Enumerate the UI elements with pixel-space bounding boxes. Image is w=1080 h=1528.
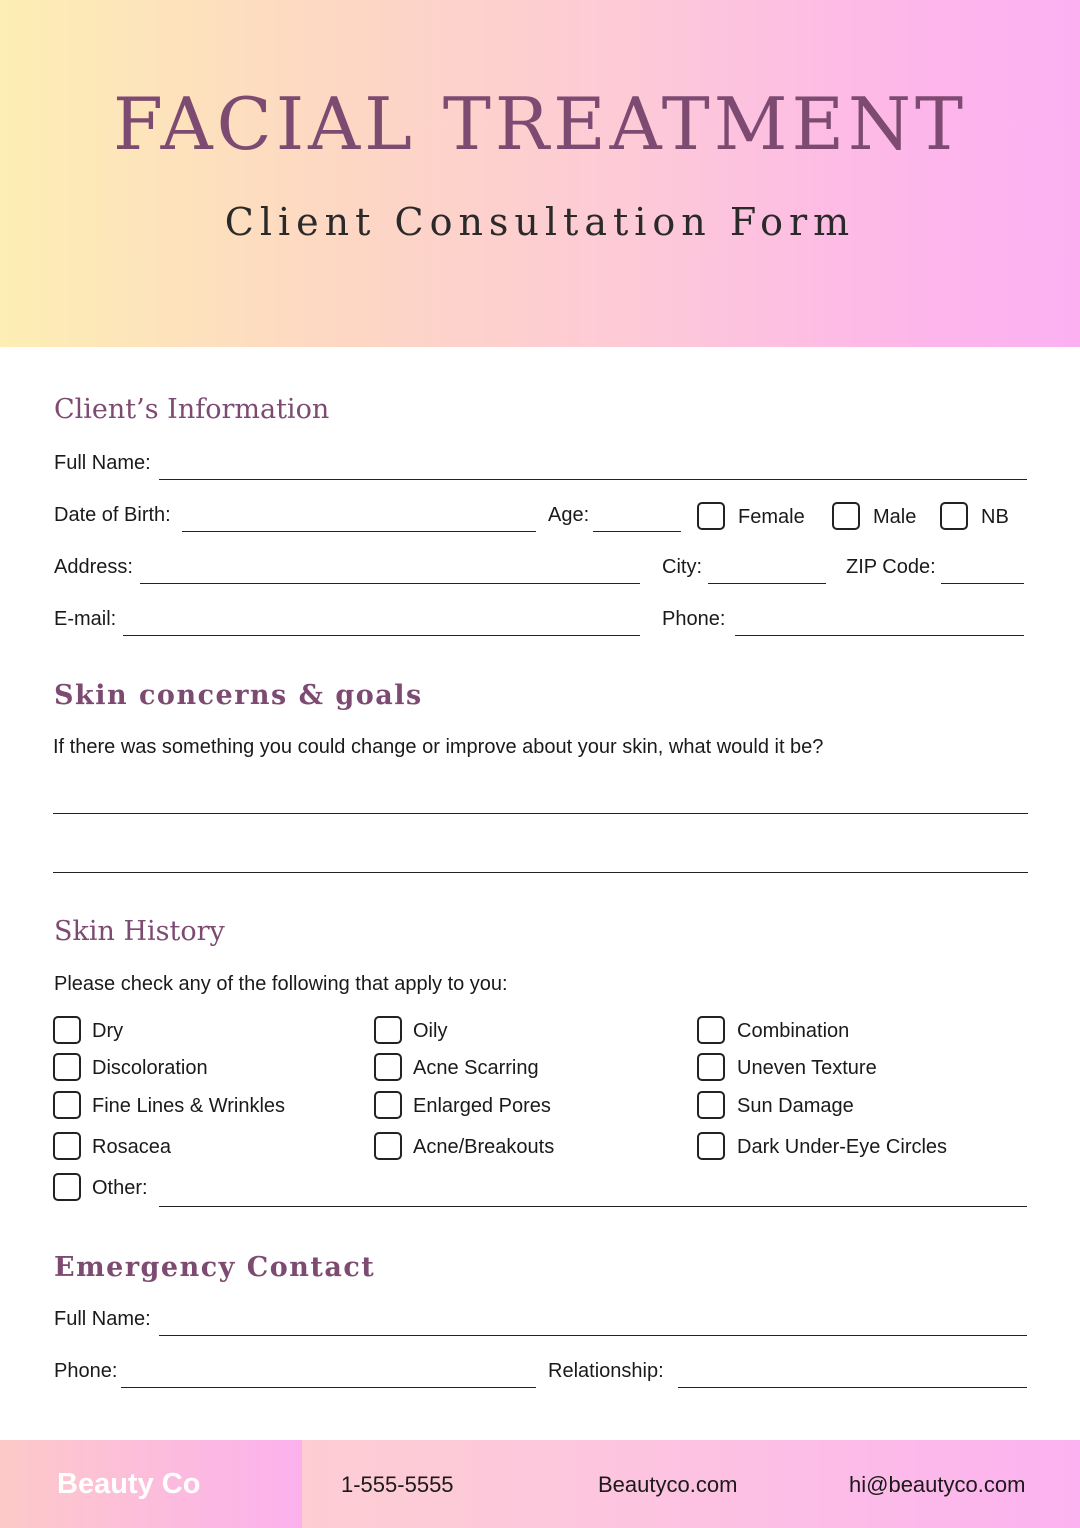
relationship-field[interactable]	[678, 1387, 1027, 1388]
female-label: Female	[738, 506, 805, 528]
page-subtitle: Client Consultation Form	[224, 200, 856, 244]
sun-damage-label: Sun Damage	[737, 1095, 854, 1117]
emergency-phone-field[interactable]	[121, 1387, 536, 1388]
phone-field[interactable]	[735, 635, 1024, 636]
footer-email[interactable]: hi@beautyco.com	[849, 1472, 1026, 1497]
acne-scarring-label: Acne Scarring	[413, 1057, 539, 1079]
acne-scarring-checkbox[interactable]	[374, 1053, 402, 1081]
fine-lines-label: Fine Lines & Wrinkles	[92, 1095, 286, 1117]
female-checkbox[interactable]	[697, 502, 725, 530]
discoloration-label: Discoloration	[92, 1057, 208, 1079]
dry-label: Dry	[92, 1020, 124, 1042]
footer-phone: 1-555-5555	[341, 1472, 454, 1497]
skin-concerns-answer-line-2[interactable]	[53, 872, 1028, 873]
male-checkbox[interactable]	[832, 502, 860, 530]
enlarged-pores-label: Enlarged Pores	[413, 1095, 551, 1117]
oily-checkbox[interactable]	[374, 1016, 402, 1044]
brand-name: Beauty Co	[57, 1468, 201, 1500]
age-field[interactable]	[593, 531, 681, 532]
skin-concerns-question: If there was something you could change or improve about your skin, what would it be?	[53, 736, 824, 758]
dry-checkbox[interactable]	[53, 1016, 81, 1044]
skin-concerns-heading: Skin concerns & goals	[54, 680, 423, 711]
male-label: Male	[873, 506, 917, 528]
combination-checkbox[interactable]	[697, 1016, 725, 1044]
full-name-label: Full Name:	[54, 452, 151, 474]
address-field[interactable]	[140, 583, 640, 584]
other-label: Other:	[92, 1177, 148, 1199]
footer-website[interactable]: Beautyco.com	[598, 1472, 738, 1497]
address-label: Address:	[54, 556, 133, 578]
page-title: FACIAL TREATMENT	[112, 82, 968, 166]
other-checkbox[interactable]	[53, 1173, 81, 1201]
dob-field[interactable]	[182, 531, 536, 532]
skin-history-heading: Skin History	[54, 916, 225, 947]
discoloration-checkbox[interactable]	[53, 1053, 81, 1081]
full-name-field[interactable]	[159, 479, 1027, 480]
client-info-heading: Client’s Information	[54, 394, 330, 425]
emergency-phone-label: Phone:	[54, 1360, 118, 1382]
city-label: City:	[662, 556, 702, 578]
nb-checkbox[interactable]	[940, 502, 968, 530]
skin-concerns-answer-line-1[interactable]	[53, 813, 1028, 814]
zip-label: ZIP Code:	[846, 556, 936, 578]
footer	[0, 1440, 1080, 1528]
footer-brand-block	[0, 1440, 302, 1528]
acne-breakouts-label: Acne/Breakouts	[413, 1136, 555, 1158]
emergency-full-name-label: Full Name:	[54, 1308, 151, 1330]
enlarged-pores-checkbox[interactable]	[374, 1091, 402, 1119]
combination-label: Combination	[737, 1020, 850, 1042]
header-banner	[0, 0, 1080, 347]
dark-circles-label: Dark Under-Eye Circles	[737, 1136, 948, 1158]
acne-breakouts-checkbox[interactable]	[374, 1132, 402, 1160]
age-label: Age:	[548, 504, 590, 526]
email-label: E-mail:	[54, 608, 117, 630]
oily-label: Oily	[413, 1020, 448, 1042]
nb-label: NB	[981, 506, 1009, 528]
dob-label: Date of Birth:	[54, 504, 171, 526]
fine-lines-checkbox[interactable]	[53, 1091, 81, 1119]
emergency-contact-heading: Emergency Contact	[54, 1252, 376, 1283]
sun-damage-checkbox[interactable]	[697, 1091, 725, 1119]
other-field[interactable]	[159, 1206, 1027, 1207]
rosacea-label: Rosacea	[92, 1136, 171, 1158]
uneven-texture-checkbox[interactable]	[697, 1053, 725, 1081]
zip-field[interactable]	[941, 583, 1024, 584]
relationship-label: Relationship:	[548, 1360, 664, 1382]
city-field[interactable]	[708, 583, 826, 584]
skin-history-instruction: Please check any of the following that apply to you:	[54, 973, 508, 995]
email-field[interactable]	[123, 635, 640, 636]
dark-circles-checkbox[interactable]	[697, 1132, 725, 1160]
rosacea-checkbox[interactable]	[53, 1132, 81, 1160]
uneven-texture-label: Uneven Texture	[737, 1057, 877, 1079]
emergency-full-name-field[interactable]	[159, 1335, 1027, 1336]
phone-label: Phone:	[662, 608, 726, 630]
